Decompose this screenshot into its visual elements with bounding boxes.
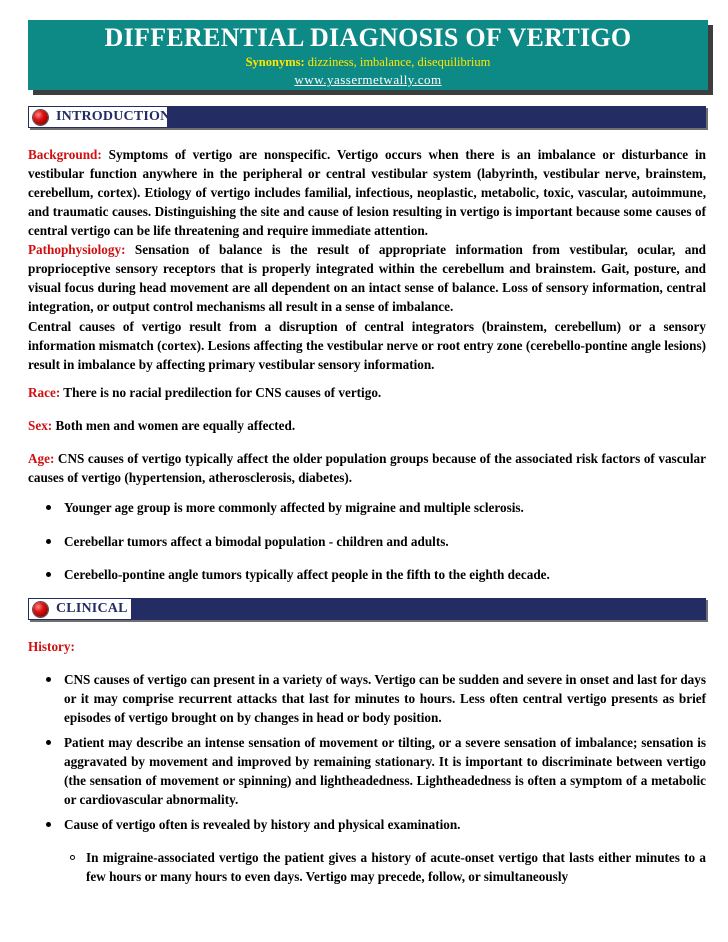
bullet-dot-icon (46, 505, 51, 510)
history-bullet-2: Patient may describe an intense sensation of movement or tilting, or a severe sensation of imbalance; sensation is aggravated by movement and improved by remaining stationary. It is important to discriminate between vertigo (the sensation of movement or spinning) and lightheadedness. Lightheadedness is often a symptom of a metabolic or cardiovascular abnormality. (64, 735, 706, 807)
list-item (40, 532, 706, 551)
label-background: Background: (28, 147, 102, 162)
bullet-dot-icon (46, 740, 51, 745)
list-item (40, 815, 706, 834)
bullet-dot-icon (46, 539, 51, 544)
text-background: Symptoms of vertigo are nonspecific. Vertigo occurs when there is an imbalance or disturbance in vestibular function anywhere in the peripheral or central vestibular system (labyrinth, vestibular nerve, brainstem, cerebellum, cortex). Etiology of vertigo includes familial, infectious, neoplastic, metabolic, toxic, vascular, autoimmune, and traumatic causes. Distinguishing the site and cause of lesion resulting in vertigo is important because some causes of central vertigo can be life threatening and require immediate attention. (28, 147, 707, 238)
red-sphere-icon (33, 602, 48, 617)
synonyms-text: dizziness, imbalance, disequilibrium (307, 55, 491, 69)
website-link[interactable]: www.yassermetwally.com (294, 72, 442, 87)
paragraph-race (28, 383, 706, 402)
section-bar-clinical (28, 598, 706, 620)
text-sex: Both men and women are equally affected. (55, 418, 296, 433)
paragraph-history (28, 637, 706, 656)
bullet-dot-icon (46, 677, 51, 682)
history-sub-bullet: In migraine-associated vertigo the patient gives a history of acute-onset vertigo that lasts either minutes to a few hours or many hours to even days. Vertigo may precede, follow, or simultaneously (86, 850, 706, 884)
paragraph-age (28, 449, 706, 487)
label-race: Race: (28, 385, 61, 400)
list-item (40, 670, 706, 727)
bullet-circle-icon (70, 855, 75, 860)
list-item (40, 733, 706, 809)
label-age: Age: (28, 451, 55, 466)
synonyms-label: Synonyms: (245, 55, 305, 69)
document-title: DIFFERENTIAL DIAGNOSIS OF VERTIGO (104, 23, 632, 52)
paragraph-pathophysiology (28, 240, 706, 316)
red-sphere-icon (33, 110, 48, 125)
text-age: CNS causes of vertigo typically affect the older population groups because of the associated risk factors of vascular causes of vertigo (hypertension, atherosclerosis, diabetes). (28, 451, 706, 485)
text-central-causes: Central causes of vertigo result from a disruption of central integrators (brainstem, cerebellum) or a sensory information mismatch (cortex). Lesions affecting the vestibular nerve or root entry zone (cerebello-pontine angle lesions) result in imbalance by affecting primary vestibular sensory information. (28, 319, 706, 372)
section-title-introduction: INTRODUCTION (56, 109, 171, 124)
age-bullet-1: Younger age group is more commonly affected by migraine and multiple sclerosis. (64, 500, 524, 515)
section-bar-introduction (28, 106, 706, 128)
section-tab-introduction (28, 106, 171, 128)
title-banner (28, 20, 708, 90)
bullet-dot-icon (46, 822, 51, 827)
bullet-dot-icon (46, 572, 51, 577)
paragraph-central-causes (28, 317, 706, 374)
list-item (86, 848, 706, 886)
list-item (40, 565, 706, 584)
text-race: There is no racial predilection for CNS causes of vertigo. (63, 385, 382, 400)
label-pathophysiology: Pathophysiology: (28, 242, 126, 257)
history-bullet-1: CNS causes of vertigo can present in a variety of ways. Vertigo can be sudden and severe in onset and last for days or it may comprise recurrent attacks that last for minutes to hours. Less often central vertigo presents as brief episodes of vertigo brought on by changes in head or body position. (64, 672, 706, 725)
list-item (40, 498, 706, 517)
label-history: History: (28, 639, 75, 654)
paragraph-background (28, 145, 706, 240)
section-tab-clinical (28, 598, 132, 620)
age-bullet-3: Cerebello-pontine angle tumors typically affect people in the fifth to the eighth decade. (64, 567, 550, 582)
age-bullet-2: Cerebellar tumors affect a bimodal population - children and adults. (64, 534, 449, 549)
paragraph-sex (28, 416, 706, 435)
synonyms-line (28, 55, 708, 70)
label-sex: Sex: (28, 418, 53, 433)
history-bullet-3: Cause of vertigo often is revealed by history and physical examination. (64, 817, 461, 832)
section-title-clinical: CLINICAL (56, 601, 128, 616)
text-pathophysiology: Sensation of balance is the result of appropriate information from vestibular, ocular, and proprioceptive sensory receptors that is properly integrated within the cerebellum and brainstem. Gait, posture, and visual focus during head movement are all dependent on an intact sense of balance. Loss of sensory information, central integration, or output control mechanisms all result in a sense of imbalance. (28, 242, 706, 314)
